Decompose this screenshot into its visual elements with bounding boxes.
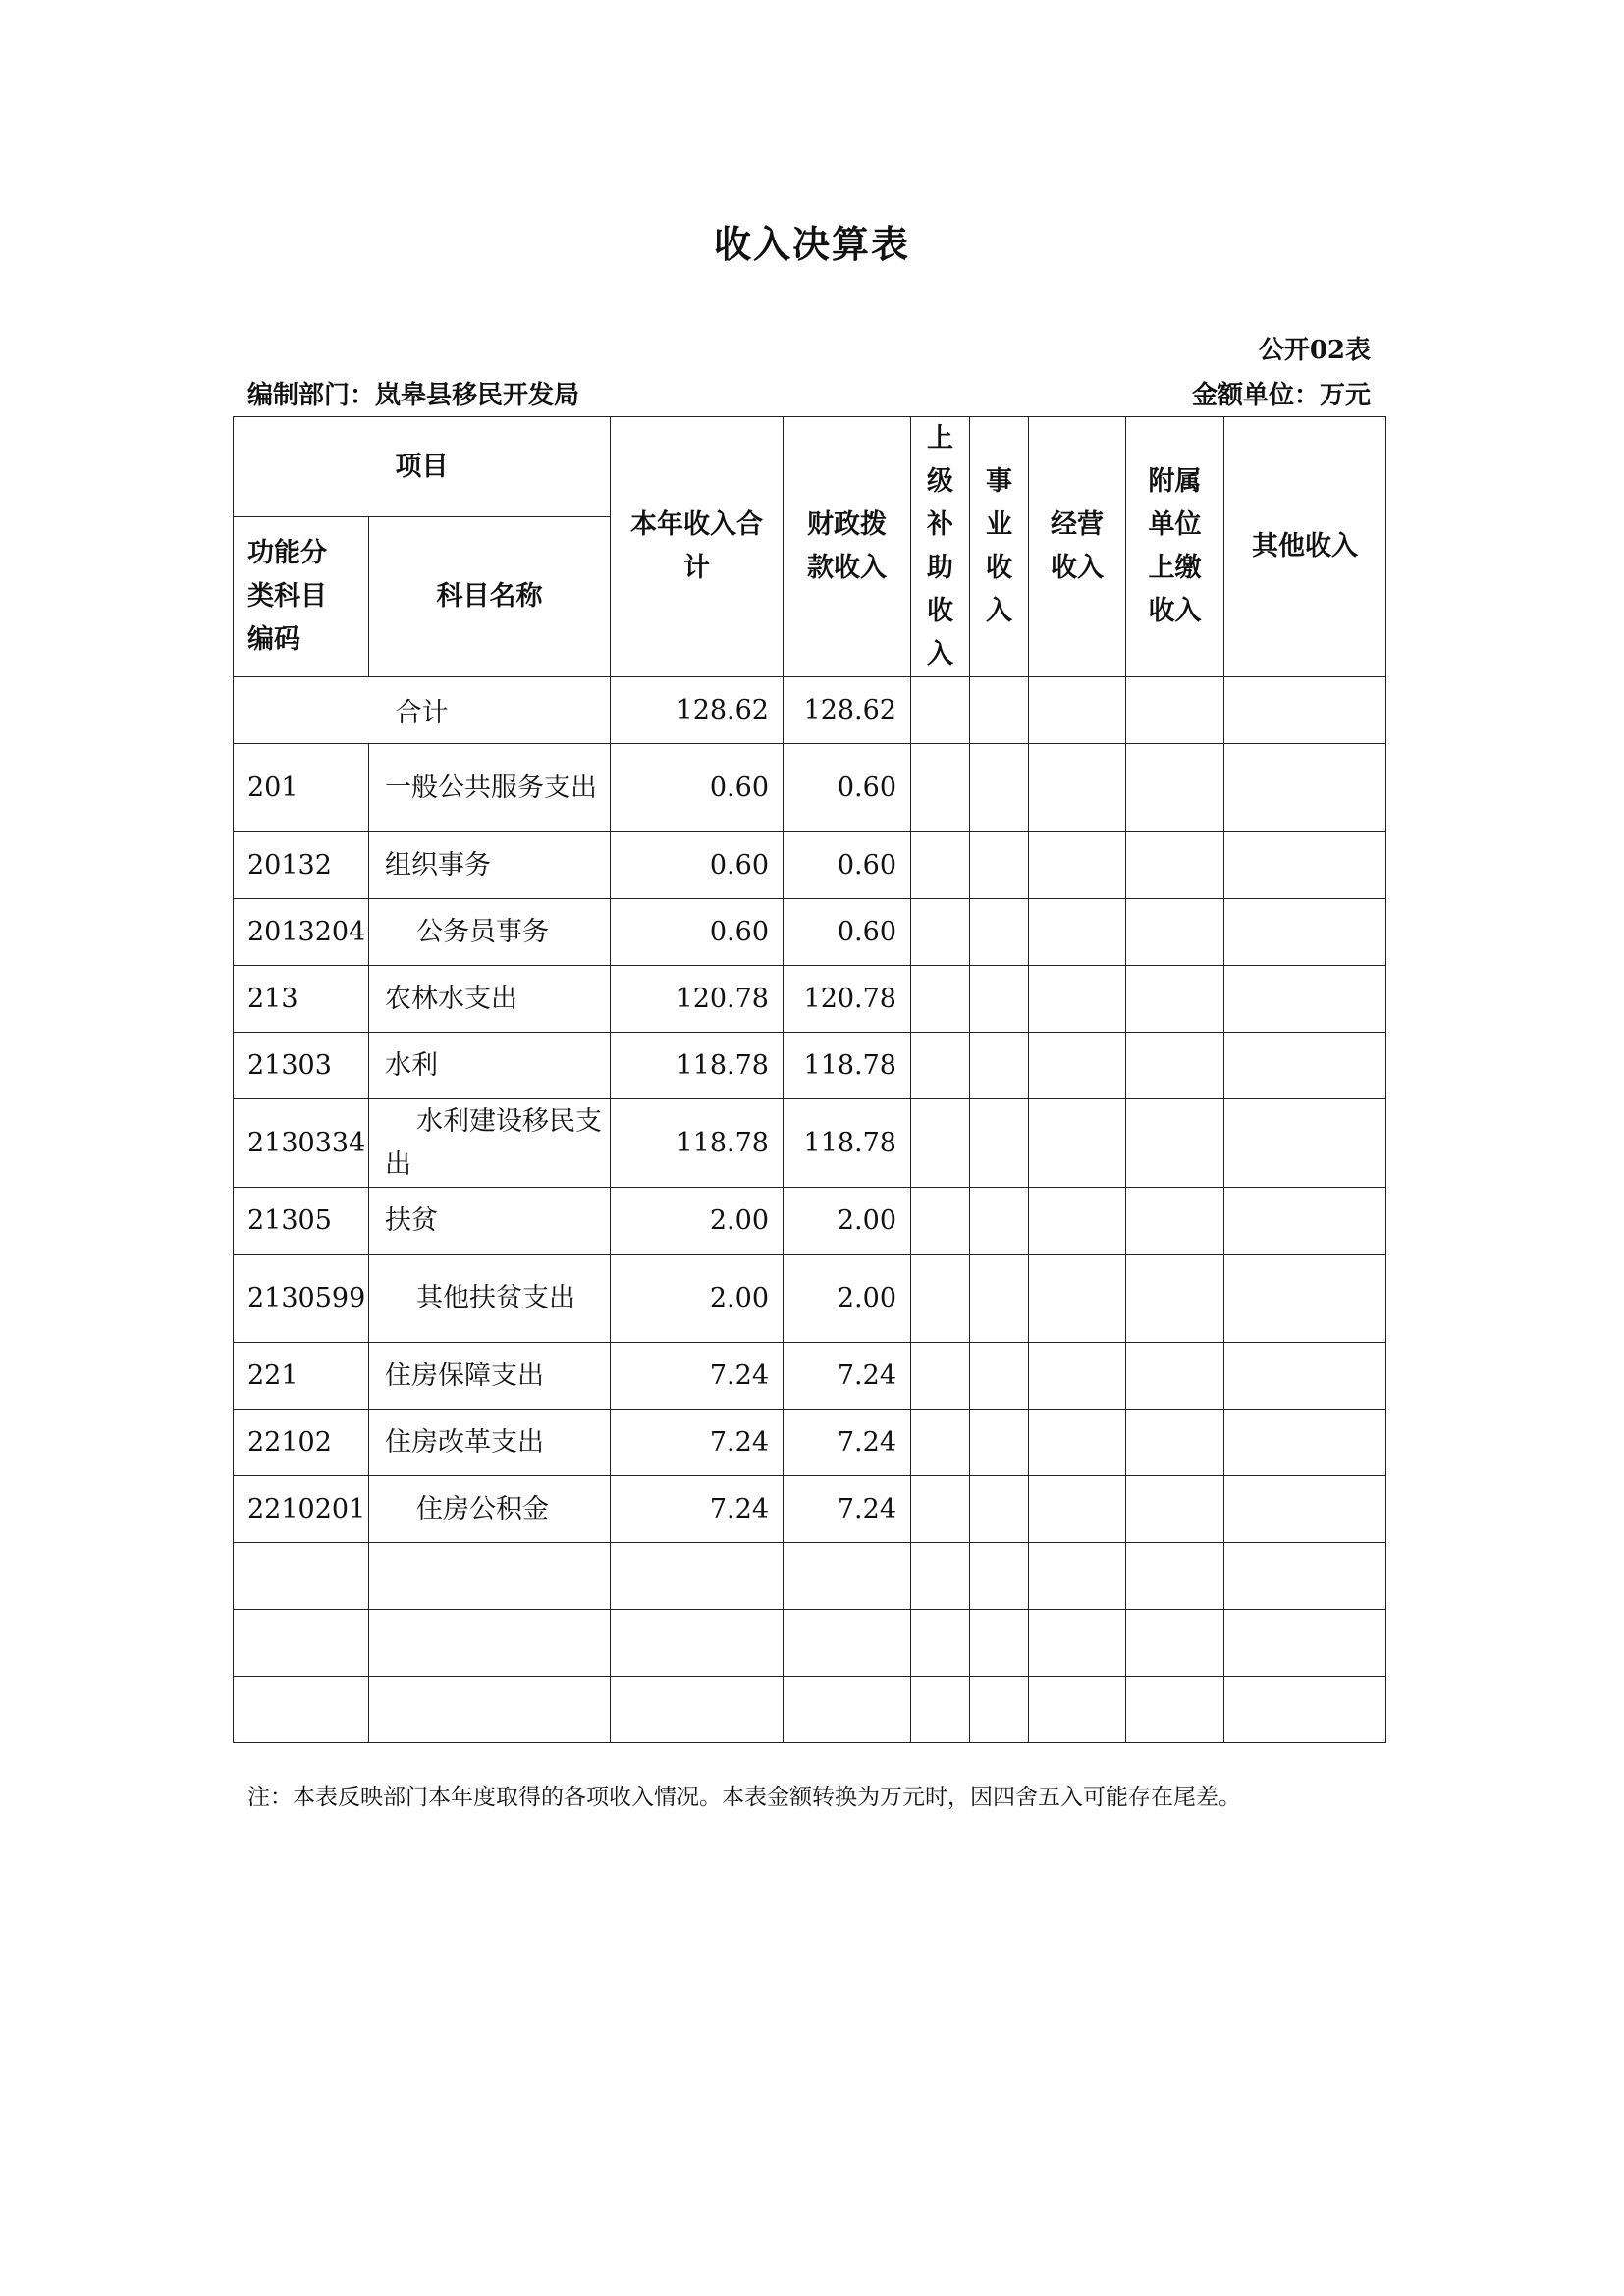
header-project: 项目 xyxy=(234,417,611,517)
row-fiscal: 0.60 xyxy=(784,744,911,832)
department-label: 编制部门：岚皋县移民开发局 xyxy=(247,381,580,410)
row-fiscal: 7.24 xyxy=(784,1343,911,1410)
income-table xyxy=(233,416,1386,1743)
table-row xyxy=(234,1255,1386,1343)
row-code: 20132 xyxy=(234,832,369,899)
table-row xyxy=(234,1033,1386,1099)
row-fiscal: 0.60 xyxy=(784,832,911,899)
row-total: 120.78 xyxy=(611,966,784,1033)
row-name: 扶贫 xyxy=(369,1188,611,1255)
empty-row xyxy=(234,1543,1386,1610)
table-row xyxy=(234,744,1386,832)
header-affiliated: 附属单位上缴收入 xyxy=(1126,417,1224,677)
row-name: 住房保障支出 xyxy=(369,1343,611,1410)
row-total: 7.24 xyxy=(611,1476,784,1543)
row-total: 0.60 xyxy=(611,899,784,966)
total-fiscal-value: 128.62 xyxy=(784,677,911,744)
row-fiscal: 7.24 xyxy=(784,1410,911,1476)
header-total-income: 本年收入合计 xyxy=(611,417,784,677)
row-total: 118.78 xyxy=(611,1033,784,1099)
row-total: 0.60 xyxy=(611,832,784,899)
row-total: 118.78 xyxy=(611,1099,784,1188)
header-func-code: 功能分类科目编码 xyxy=(234,517,369,677)
row-fiscal: 0.60 xyxy=(784,899,911,966)
row-fiscal: 2.00 xyxy=(784,1255,911,1343)
row-code: 21305 xyxy=(234,1188,369,1255)
row-fiscal: 7.24 xyxy=(784,1476,911,1543)
row-code: 21303 xyxy=(234,1033,369,1099)
header-business: 事业收入 xyxy=(970,417,1029,677)
total-income-value: 128.62 xyxy=(611,677,784,744)
total-label: 合计 xyxy=(234,677,611,744)
row-name: 其他扶贫支出 xyxy=(369,1255,611,1343)
row-total: 2.00 xyxy=(611,1255,784,1343)
row-code: 201 xyxy=(234,744,369,832)
header-superior-subsidy: 上级补助收入 xyxy=(911,417,970,677)
table-row xyxy=(234,1476,1386,1543)
row-total: 2.00 xyxy=(611,1188,784,1255)
header-other: 其他收入 xyxy=(1224,417,1386,677)
row-fiscal: 2.00 xyxy=(784,1188,911,1255)
row-fiscal: 118.78 xyxy=(784,1099,911,1188)
row-name: 一般公共服务支出 xyxy=(369,744,611,832)
empty-row xyxy=(234,1610,1386,1677)
empty-row xyxy=(234,1677,1386,1743)
row-code: 2130334 xyxy=(234,1099,369,1188)
total-row xyxy=(234,677,1386,744)
row-code: 221 xyxy=(234,1343,369,1410)
row-name: 住房改革支出 xyxy=(369,1410,611,1476)
row-name: 住房公积金 xyxy=(369,1476,611,1543)
header-fiscal: 财政拨款收入 xyxy=(784,417,911,677)
row-name: 水利建设移民支出 xyxy=(369,1099,611,1188)
table-row xyxy=(234,1343,1386,1410)
table-row xyxy=(234,966,1386,1033)
footnote: 注：本表反映部门本年度取得的各项收入情况。本表金额转换为万元时，因四舍五入可能存在尾差。 xyxy=(247,1785,1241,1810)
header-subject-name: 科目名称 xyxy=(369,517,611,677)
row-name: 组织事务 xyxy=(369,832,611,899)
table-row xyxy=(234,1099,1386,1188)
row-code: 22102 xyxy=(234,1410,369,1476)
form-number: 公开02表 xyxy=(1258,336,1371,365)
table-row xyxy=(234,1410,1386,1476)
table-row xyxy=(234,899,1386,966)
row-fiscal: 120.78 xyxy=(784,966,911,1033)
row-code: 2210201 xyxy=(234,1476,369,1543)
header-operating: 经营收入 xyxy=(1029,417,1126,677)
table-row xyxy=(234,832,1386,899)
row-total: 0.60 xyxy=(611,744,784,832)
row-fiscal: 118.78 xyxy=(784,1033,911,1099)
page-title: 收入决算表 xyxy=(713,222,910,266)
table-row xyxy=(234,1188,1386,1255)
row-code: 213 xyxy=(234,966,369,1033)
row-name: 农林水支出 xyxy=(369,966,611,1033)
row-name: 水利 xyxy=(369,1033,611,1099)
row-code: 2013204 xyxy=(234,899,369,966)
row-code: 2130599 xyxy=(234,1255,369,1343)
row-total: 7.24 xyxy=(611,1343,784,1410)
unit-label: 金额单位：万元 xyxy=(1191,381,1371,410)
row-total: 7.24 xyxy=(611,1410,784,1476)
row-name: 公务员事务 xyxy=(369,899,611,966)
